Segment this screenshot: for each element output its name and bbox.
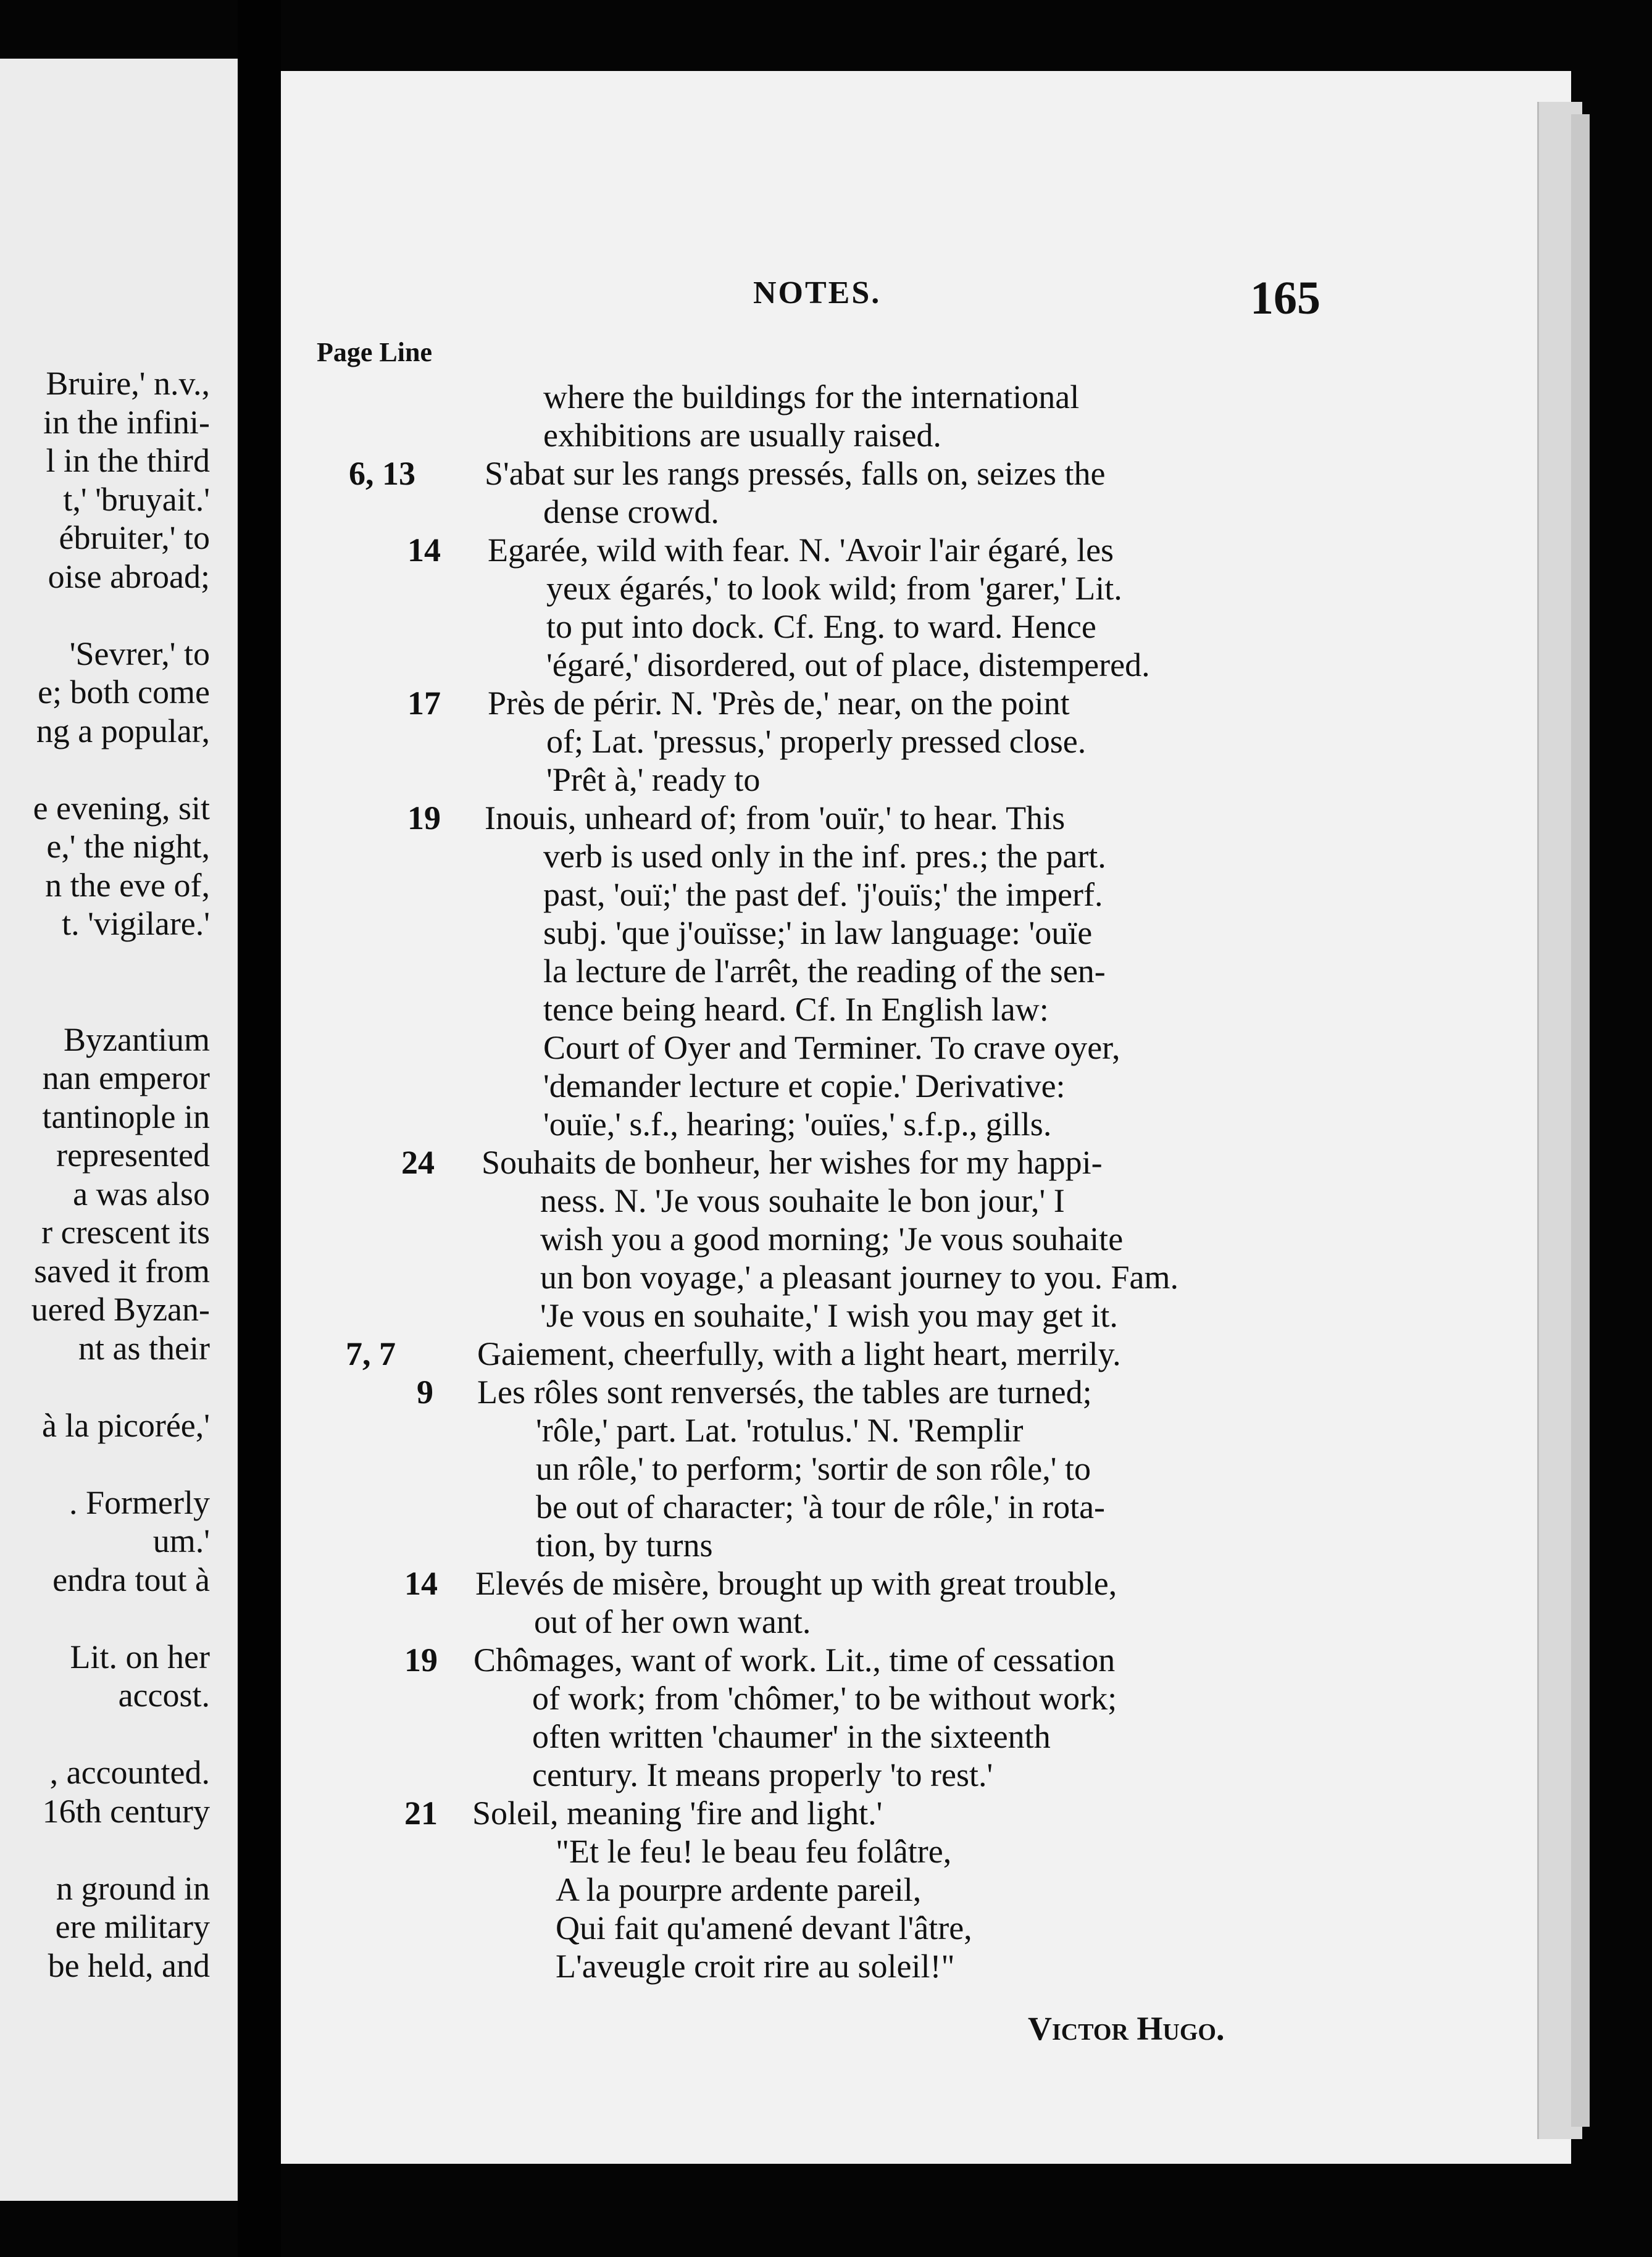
left-page-line: ere military — [55, 1908, 210, 1945]
left-page-line: à la picorée,' — [41, 1406, 210, 1444]
note-ref: 19 — [407, 799, 441, 836]
signature: Victor Hugo. — [1028, 2010, 1225, 2047]
note-ref: 21 — [404, 1795, 438, 1832]
note-line: century. It means properly 'to rest.' — [532, 1756, 993, 1793]
note-line: un rôle,' to perform; 'sortir de son rôle,' to — [536, 1450, 1091, 1487]
note-ref: 17 — [407, 685, 441, 722]
note-line: Elevés de misère, brought up with great trouble, — [475, 1565, 1117, 1602]
note-line: exhibitions are usually raised. — [543, 417, 941, 454]
note-line: L'aveugle croit rire au soleil!" — [556, 1948, 955, 1985]
note-line: to put into dock. Cf. Eng. to ward. Hence — [546, 608, 1096, 645]
note-line: ness. N. 'Je vous souhaite le bon jour,' I — [540, 1182, 1065, 1219]
left-page-line: t. 'vigilare.' — [62, 905, 210, 942]
left-page-line: l in the third — [46, 442, 210, 479]
note-ref: 9 — [417, 1374, 433, 1411]
left-page-line: oise abroad; — [48, 557, 210, 595]
note-line: "Et le feu! le beau feu folâtre, — [556, 1833, 952, 1870]
left-page-line: e,' the night, — [46, 828, 210, 865]
note-line: out of her own want. — [534, 1603, 811, 1640]
left-page-line: n ground in — [56, 1869, 210, 1907]
running-head: NOTES. — [753, 275, 882, 311]
note-line: tion, by turns — [536, 1527, 713, 1564]
note-line: Egarée, wild with fear. N. 'Avoir l'air égaré, les — [488, 532, 1114, 569]
note-line: 'ouïe,' s.f., hearing; 'ouïes,' s.f.p., gills. — [543, 1106, 1052, 1143]
left-page-line: be held, and — [48, 1946, 210, 1984]
left-page-line: tantinople in — [42, 1098, 210, 1135]
note-line: un bon voyage,' a pleasant journey to you. Fam. — [540, 1259, 1179, 1296]
note-ref: 6, 13 — [349, 455, 415, 492]
note-line: where the buildings for the international — [543, 378, 1080, 415]
note-line: Qui fait qu'amené devant l'âtre, — [556, 1909, 972, 1946]
left-page-line: represented — [56, 1137, 210, 1174]
left-page-line: ng a popular, — [36, 712, 210, 749]
note-line: of work; from 'chômer,' to be without work; — [532, 1680, 1117, 1717]
note-ref: 14 — [404, 1565, 438, 1602]
note-line: 'demander lecture et copie.' Derivative: — [543, 1067, 1066, 1104]
left-page-line: e evening, sit — [33, 789, 210, 827]
note-line: S'abat sur les rangs pressés, falls on, seizes the — [485, 455, 1106, 492]
left-page-line: um.' — [152, 1522, 210, 1559]
left-page-line: nt as their — [78, 1329, 210, 1367]
left-page-line: Bruire,' n.v., — [46, 365, 210, 402]
note-line: 'égaré,' disordered, out of place, distempered. — [546, 646, 1150, 683]
note-line: Soleil, meaning 'fire and light.' — [472, 1795, 883, 1832]
left-page-line: saved it from — [34, 1252, 210, 1290]
note-line: 'Prêt à,' ready to — [546, 761, 761, 798]
note-line: wish you a good morning; 'Je vous souhaite — [540, 1220, 1124, 1258]
note-line: yeux égarés,' to look wild; from 'garer,' Lit. — [546, 570, 1122, 607]
note-line: A la pourpre ardente pareil, — [556, 1871, 922, 1908]
left-page-line: r crescent its — [41, 1214, 210, 1251]
left-page-line: uered Byzan- — [31, 1291, 210, 1328]
note-line: 'rôle,' part. Lat. 'rotulus.' N. 'Remplir — [536, 1412, 1024, 1449]
note-ref: 14 — [407, 532, 441, 569]
column-head: Page Line — [317, 337, 432, 367]
note-line: dense crowd. — [543, 493, 719, 530]
left-page-line: 'Sevrer,' to — [69, 635, 210, 672]
page-number: 165 — [1250, 272, 1320, 324]
note-line: Près de périr. N. 'Près de,' near, on the point — [488, 685, 1070, 722]
note-ref: 7, 7 — [346, 1335, 396, 1372]
left-page-line: Lit. on her — [70, 1638, 210, 1675]
note-line: subj. 'que j'ouïsse;' in law language: 'ouïe — [543, 914, 1093, 951]
note-line: 'Je vous en souhaite,' I wish you may get it. — [540, 1297, 1118, 1334]
left-page-line: t,' 'bruyait.' — [63, 480, 210, 518]
left-page-line: in the infini- — [43, 403, 210, 441]
note-line: Court of Oyer and Terminer. To crave oyer, — [543, 1029, 1120, 1066]
note-line: tence being heard. Cf. In English law: — [543, 991, 1049, 1028]
note-line: past, 'ouï;' the past def. 'j'ouïs;' the imperf. — [543, 876, 1103, 913]
note-line: verb is used only in the inf. pres.; the part. — [543, 838, 1106, 875]
note-ref: 19 — [404, 1642, 438, 1679]
left-page-line: , accounted. — [49, 1754, 210, 1791]
left-page-line: accost. — [118, 1677, 210, 1714]
note-line: often written 'chaumer' in the sixteenth — [532, 1718, 1051, 1755]
note-line: Les rôles sont renversés, the tables are turned; — [477, 1374, 1092, 1411]
left-page-line: a was also — [73, 1175, 210, 1212]
note-line: la lecture de l'arrêt, the reading of the sen- — [543, 953, 1106, 990]
book-gutter — [238, 0, 281, 2257]
note-ref: 24 — [401, 1144, 435, 1181]
note-line: Souhaits de bonheur, her wishes for my happi- — [482, 1144, 1103, 1181]
note-line: Gaiement, cheerfully, with a light heart, merrily. — [477, 1335, 1121, 1372]
left-page-line: 16th century — [42, 1792, 210, 1830]
note-line: be out of character; 'à tour de rôle,' in rota- — [536, 1488, 1106, 1525]
left-page-line: ébruiter,' to — [59, 519, 210, 556]
left-page-line: n the eve of, — [45, 866, 210, 904]
left-page — [0, 59, 238, 2201]
left-page-line: endra tout à — [52, 1561, 210, 1598]
note-line: Inouis, unheard of; from 'ouïr,' to hear. This — [485, 799, 1066, 836]
left-page-line: Byzantium — [64, 1020, 210, 1058]
left-page-line: . Formerly — [69, 1483, 210, 1521]
page-edge-shadow — [1571, 114, 1590, 2127]
left-page-line: nan emperor — [42, 1059, 210, 1096]
left-page-line: e; both come — [38, 674, 210, 711]
note-line: Chômages, want of work. Lit., time of cessation — [473, 1642, 1116, 1679]
note-line: of; Lat. 'pressus,' properly pressed close. — [546, 723, 1087, 760]
